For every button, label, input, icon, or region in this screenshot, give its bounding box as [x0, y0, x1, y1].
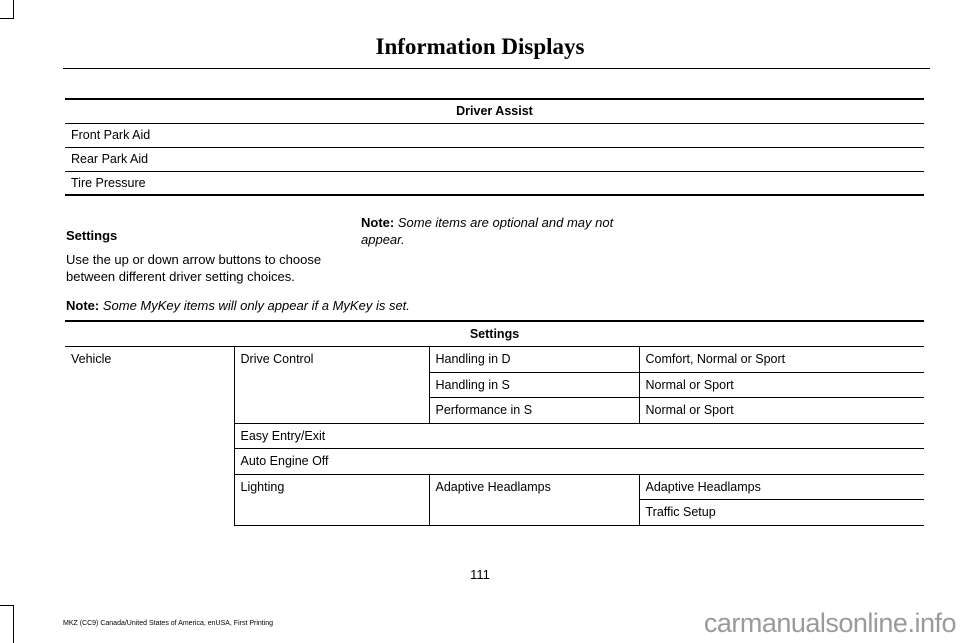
handling-d-cell: Handling in D	[429, 347, 639, 373]
watermark: carmanualsonline.info	[703, 608, 956, 638]
page-title: Information Displays	[375, 34, 585, 59]
settings-body-line2: between different driver setting choices.	[66, 269, 295, 284]
mykey-note-label: Note:	[66, 298, 100, 313]
printing-info: MKZ (CC9) Canada/United States of America, enUSA, First Printing	[63, 620, 274, 627]
driver-assist-heading: Driver Assist	[65, 99, 924, 123]
table-row: Front Park Aid	[65, 123, 924, 147]
performance-s-cell: Performance in S	[429, 398, 639, 424]
side-note-line2: appear.	[361, 232, 405, 247]
mykey-note-text: Some MyKey items will only appear if a MyKey is set.	[102, 298, 410, 313]
crop-mark-bottom-left-v	[13, 605, 14, 643]
performance-s-options-cell: Normal or Sport	[639, 398, 924, 424]
mykey-note	[66, 297, 410, 314]
settings-body-line1: Use the up or down arrow buttons to choose	[66, 252, 322, 267]
crop-mark-top-left-h	[0, 18, 14, 19]
adaptive-headlamps-option-cell: Adaptive Headlamps	[639, 474, 924, 500]
handling-d-options-cell: Comfort, Normal or Sport	[639, 347, 924, 373]
table-row: Rear Park Aid	[65, 147, 924, 171]
adaptive-headlamps-cell: Adaptive Headlamps	[429, 474, 639, 525]
easy-entry-cell: Easy Entry/Exit	[234, 423, 924, 449]
drive-control-cell: Drive Control	[234, 347, 429, 424]
side-note-line1	[361, 214, 613, 231]
header-divider	[63, 68, 930, 69]
driver-assist-table	[65, 98, 924, 196]
settings-table	[65, 320, 924, 526]
crop-mark-top-left-v	[13, 0, 14, 18]
traffic-setup-cell: Traffic Setup	[639, 500, 924, 526]
crop-mark-bottom-left-h	[0, 605, 14, 606]
handling-s-options-cell: Normal or Sport	[639, 372, 924, 398]
auto-engine-cell: Auto Engine Off	[234, 449, 924, 475]
side-note-text: Some items are optional and may not	[397, 215, 614, 230]
page-number: 111	[470, 567, 490, 582]
side-note-label: Note:	[361, 215, 395, 230]
lighting-cell: Lighting	[234, 474, 429, 525]
table-row: Tire Pressure	[65, 171, 924, 195]
vehicle-cell: Vehicle	[65, 347, 234, 526]
handling-s-cell: Handling in S	[429, 372, 639, 398]
settings-table-heading: Settings	[65, 321, 924, 347]
settings-heading: Settings	[66, 228, 118, 243]
